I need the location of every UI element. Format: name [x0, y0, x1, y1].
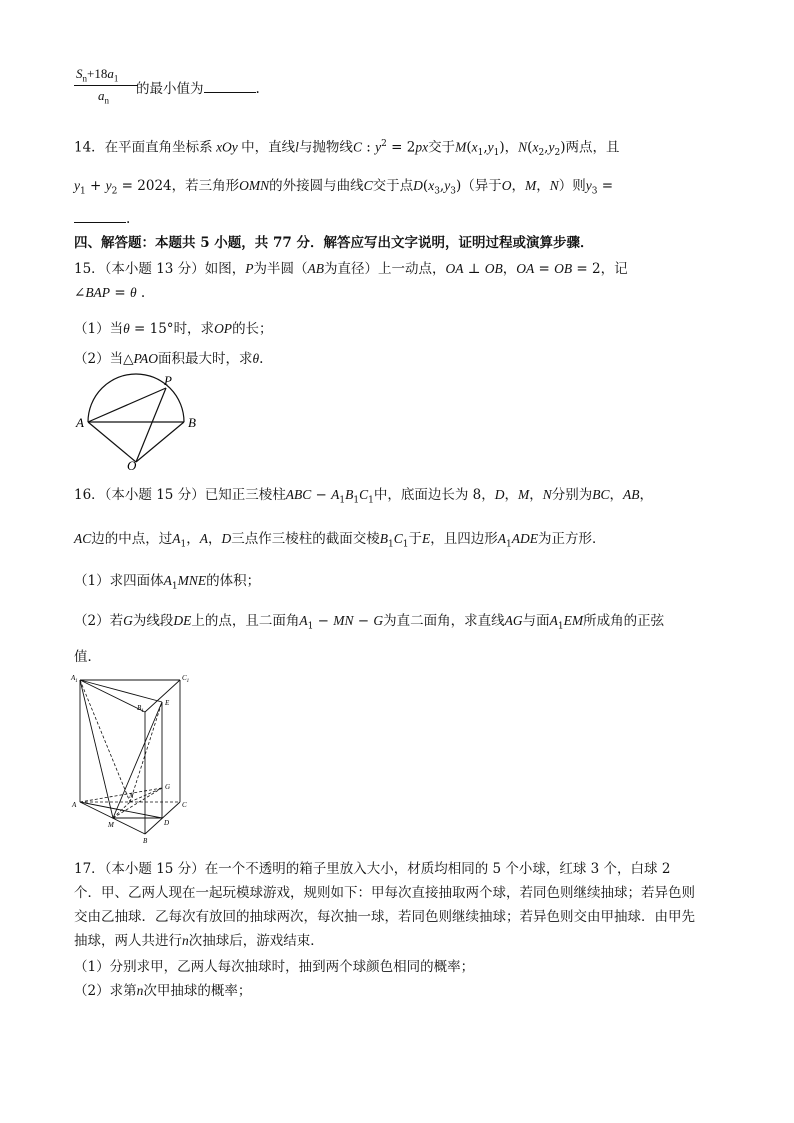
- label-C1: $C_1$: [182, 674, 190, 684]
- label-C: C: [182, 801, 187, 809]
- q16-line2: AC边的中点，过$A_1$，A，D三点作三棱柱的截面交棱$B_1C_1$于E，且四边形$A_1ADE$为正方形．: [74, 531, 606, 550]
- label-E: E: [165, 699, 170, 707]
- q15-part1: （1）当θ = 15°时，求OP的长；: [74, 321, 273, 337]
- label-N: N: [129, 792, 134, 800]
- q16-part2-cont: 值．: [74, 649, 101, 665]
- q15-part2: （2）当△PAO面积最大时，求θ.: [74, 351, 264, 367]
- label-A: A: [76, 415, 84, 430]
- answer-blank[interactable]: [74, 210, 126, 223]
- label-A: A: [72, 801, 77, 809]
- label-D: D: [164, 819, 170, 827]
- answer-blank[interactable]: [204, 80, 256, 93]
- label-G: G: [165, 783, 171, 791]
- q15-semicircle-figure: [70, 372, 200, 472]
- label-P: P: [164, 373, 172, 388]
- q16-part1: （1）求四面体$A_1MNE$的体积；: [74, 573, 261, 592]
- q16-prism-figure: [70, 672, 200, 847]
- label-B: B: [143, 837, 148, 845]
- label-B1: $B_1$: [137, 704, 144, 714]
- q17-line3: 交由乙抽球．乙每次有放回的抽球两次，每次抽一球，若同色则继续抽球；若异色则交由甲抽球．由甲先: [74, 909, 695, 925]
- q17-line4: 抽球，两人共进行n次抽球后，游戏结束．: [74, 933, 324, 949]
- q17-part2: （2）求第n次甲抽球的概率；: [74, 983, 252, 999]
- q17-line2: 个．甲、乙两人现在一起玩模球游戏，规则如下：甲每次直接抽取两个球，若同色则继续抽球；若异色则: [74, 885, 695, 901]
- q17-line1: 17．（本小题 15 分）在一个不透明的箱子里放入大小，材质均相同的 5 个小球，红球 3 个，白球 2: [74, 861, 671, 877]
- q14-line2: $y_1 + y_2 = 2024$，若三角形OMN的外接圆与曲线C交于点$D(x_3,y_3)$（异于O，M，N）则$y_3$ =: [74, 178, 614, 197]
- q13-tail-text: 的最小值为 .: [136, 81, 260, 97]
- label-B: B: [188, 415, 196, 430]
- q16-part2: （2）若G为线段DE上的点，且二面角$A_1$ − MN − G为直二面角，求直线AG与面$A_1EM$所成角的正弦: [74, 613, 665, 632]
- q15-line1: 15．（本小题 13 分）如图，P为半圆（AB为直径）上一动点，OA ⊥ OB，OA = OB = 2，记: [74, 261, 628, 277]
- q17-part1: （1）分别求甲，乙两人每次抽球时，抽到两个球颜色相同的概率；: [74, 959, 475, 975]
- q15-line2: ∠BAP = θ .: [74, 285, 146, 301]
- label-A1: $A_1$: [71, 674, 78, 684]
- q14-answer: .: [74, 210, 130, 228]
- q16-line1: 16．（本小题 15 分）已知正三棱柱ABC − $A_1B_1C_1$中，底面边长为 8，D，M，N分别为BC，AB，: [74, 487, 653, 506]
- label-O: O: [127, 458, 137, 472]
- q14-line1: 14．在平面直角坐标系 xOy 中，直线l与抛物线C : $y^2 = 2px$交于$M(x_1,y_1)$，$N(x_2,y_2)$两点，且: [74, 139, 620, 159]
- section-heading: 四、解答题：本题共 5 小题，共 77 分．解答应写出文字说明，证明过程或演算步骤．: [74, 235, 594, 251]
- label-M: M: [108, 821, 114, 829]
